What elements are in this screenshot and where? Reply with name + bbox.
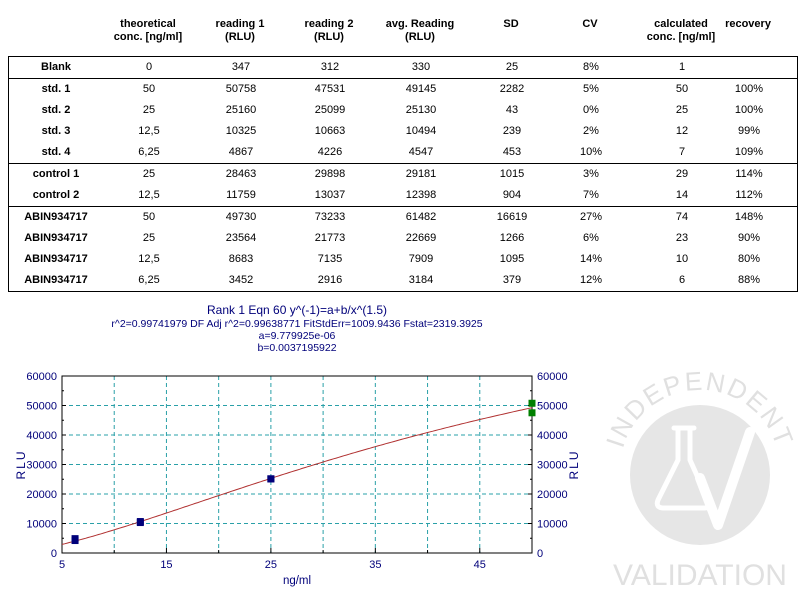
table-cell: 239 xyxy=(502,125,522,137)
watermark-bottom-text: VALIDATION xyxy=(613,559,787,592)
table-row xyxy=(9,164,797,185)
column-header: theoretical conc. [ng/ml] xyxy=(113,18,183,43)
y-tick-label-left: 30000 xyxy=(26,459,57,472)
data-point xyxy=(529,409,536,416)
row-label: std. 1 xyxy=(41,83,71,95)
watermark-top-text: INDEPENDENT xyxy=(600,365,800,451)
row-label: control 1 xyxy=(32,168,80,180)
table-cell: 2916 xyxy=(317,274,343,286)
row-label: control 2 xyxy=(32,189,80,201)
x-tick-label: 25 xyxy=(264,559,278,571)
table-cell: 23 xyxy=(675,232,689,244)
table-cell: 28463 xyxy=(225,168,257,180)
table-cell: 16619 xyxy=(496,211,528,223)
table-cell: 12,5 xyxy=(138,189,160,201)
table-row xyxy=(9,100,797,121)
table-cell: 14% xyxy=(579,253,603,265)
table-cell: 49145 xyxy=(405,83,437,95)
table-cell: 3452 xyxy=(228,274,254,286)
table-cell: 43 xyxy=(505,104,519,116)
table-cell: 50758 xyxy=(225,83,257,95)
table-row xyxy=(9,228,797,249)
table-cell: 11759 xyxy=(226,189,256,201)
row-label: ABIN934717 xyxy=(24,253,88,265)
table-cell: 10663 xyxy=(314,125,346,137)
y-tick-label-right: 20000 xyxy=(537,489,568,501)
table-cell: 25 xyxy=(142,168,156,180)
results-table xyxy=(8,8,798,292)
y-tick-label-left: 60000 xyxy=(26,371,57,383)
y-tick-label-right: 10000 xyxy=(537,518,568,531)
table-cell: 112% xyxy=(735,189,763,201)
y-axis-label-right: RLU xyxy=(567,449,581,480)
table-cell: 50 xyxy=(675,83,689,95)
table-cell: 25160 xyxy=(225,104,257,116)
table-cell: 99% xyxy=(737,125,761,137)
column-header: reading 2 (RLU) xyxy=(304,18,354,43)
table-cell: 25 xyxy=(505,61,519,73)
x-tick-label: 5 xyxy=(58,559,66,571)
data-point xyxy=(72,537,79,544)
table-cell: 904 xyxy=(502,189,522,201)
table-row xyxy=(9,142,797,163)
table-cell: 25 xyxy=(142,104,156,116)
table-cell: 1 xyxy=(678,61,686,73)
table-cell: 12,5 xyxy=(138,253,160,265)
column-header: avg. Reading (RLU) xyxy=(385,18,455,43)
chart-title-line: Rank 1 Eqn 60 y^(-1)=a+b/x^(1.5) xyxy=(206,303,388,317)
table-row xyxy=(9,185,797,206)
table-row xyxy=(9,270,797,291)
table-cell: 453 xyxy=(502,146,522,158)
table-cell: 4226 xyxy=(317,146,343,158)
table-cell: 12,5 xyxy=(138,125,160,137)
table-cell: 6,25 xyxy=(138,146,160,158)
table-cell: 12398 xyxy=(405,189,437,201)
row-label: std. 3 xyxy=(41,125,71,137)
table-cell: 330 xyxy=(411,61,431,73)
table-cell: 21773 xyxy=(314,232,346,244)
table-cell: 347 xyxy=(231,61,251,73)
y-tick-label-left: 40000 xyxy=(26,430,57,442)
table-cell: 29181 xyxy=(405,168,437,180)
y-tick-label-right: 60000 xyxy=(537,371,568,383)
table-cell: 88% xyxy=(737,274,761,286)
table-cell: 379 xyxy=(502,274,522,286)
table-cell: 47531 xyxy=(314,83,346,95)
table-cell: 1015 xyxy=(499,168,525,180)
table-cell: 7135 xyxy=(317,253,343,265)
table-cell: 4547 xyxy=(408,146,434,158)
data-point xyxy=(267,475,274,482)
independent-validation-watermark xyxy=(600,350,800,600)
table-cell: 23564 xyxy=(225,232,257,244)
table-row-group xyxy=(8,56,798,79)
column-header: SD xyxy=(503,18,519,30)
table-cell: 14 xyxy=(675,189,689,201)
table-cell: 10% xyxy=(579,146,603,158)
table-cell: 50 xyxy=(142,211,156,223)
table-row xyxy=(9,207,797,228)
table-cell: 7% xyxy=(583,189,599,201)
x-tick-label: 45 xyxy=(473,559,486,571)
table-cell: 7909 xyxy=(408,253,434,265)
table-cell: 6% xyxy=(583,232,599,244)
table-row xyxy=(9,79,797,100)
table-cell: 22669 xyxy=(405,232,437,244)
table-cell: 4867 xyxy=(228,146,254,158)
table-cell: 7 xyxy=(678,146,686,158)
data-point xyxy=(529,400,536,407)
table-cell: 1095 xyxy=(499,253,525,265)
y-tick-label-right: 30000 xyxy=(537,459,568,472)
table-row xyxy=(9,121,797,142)
table-cell: 12% xyxy=(579,274,603,286)
table-cell: 25 xyxy=(675,104,689,116)
table-cell: 74 xyxy=(675,211,689,223)
table-cell: 10 xyxy=(675,253,689,265)
table-cell: 8% xyxy=(583,61,599,73)
row-label: std. 2 xyxy=(41,104,71,116)
table-cell: 100% xyxy=(734,104,764,116)
table-cell: 3184 xyxy=(408,274,434,286)
table-row xyxy=(9,57,797,78)
table-cell: 109% xyxy=(734,146,764,158)
table-cell: 6 xyxy=(678,274,686,286)
table-body xyxy=(8,56,798,292)
chart-title-line: r^2=0.99741979 DF Adj r^2=0.99638771 FitStdErr=1009.9436 Fstat=2319.3925 xyxy=(111,318,483,330)
table-cell: 148% xyxy=(734,211,764,223)
data-point xyxy=(137,518,144,525)
table-cell: 3% xyxy=(583,168,599,180)
standard-curve-chart xyxy=(0,300,600,605)
y-tick-label-left: 10000 xyxy=(26,518,57,531)
table-cell: 6,25 xyxy=(138,274,160,286)
table-cell: 10494 xyxy=(405,125,437,137)
table-cell: 0% xyxy=(583,104,599,116)
column-header: reading 1 (RLU) xyxy=(215,18,265,43)
row-label: ABIN934717 xyxy=(24,232,88,244)
table-row-group xyxy=(8,79,798,164)
column-header: CV xyxy=(582,18,598,30)
y-tick-label-left: 20000 xyxy=(26,489,57,501)
table-cell: 2282 xyxy=(499,83,525,95)
table-cell: 114% xyxy=(735,168,763,180)
x-axis-label: ng/ml xyxy=(282,575,312,587)
table-row-group xyxy=(8,164,798,207)
column-header: recovery xyxy=(725,18,771,30)
table-cell: 5% xyxy=(583,83,599,95)
table-cell: 312 xyxy=(320,61,340,73)
table-cell: 49730 xyxy=(225,211,257,223)
table-cell: 10325 xyxy=(225,125,257,137)
row-label: ABIN934717 xyxy=(24,211,88,223)
y-axis-label-left: RLU xyxy=(14,449,28,480)
y-tick-label-left: 50000 xyxy=(26,400,57,413)
table-cell: 50 xyxy=(142,83,156,95)
table-header xyxy=(8,8,798,56)
table-cell: 25130 xyxy=(405,104,437,116)
table-row-group xyxy=(8,207,798,292)
table-cell: 2% xyxy=(583,125,599,137)
table-cell: 100% xyxy=(734,83,764,95)
chart-title-line: a=9.779925e-06 xyxy=(258,330,336,342)
y-tick-label-right: 40000 xyxy=(537,430,568,442)
y-tick-label-right: 50000 xyxy=(537,400,568,413)
row-label: ABIN934717 xyxy=(24,274,88,286)
table-cell: 73233 xyxy=(314,211,346,223)
table-row xyxy=(9,249,797,270)
x-tick-label: 35 xyxy=(369,559,382,571)
table-cell: 27% xyxy=(579,211,603,223)
table-cell: 29 xyxy=(675,168,689,180)
table-cell: 1266 xyxy=(499,232,525,244)
table-cell: 0 xyxy=(145,61,153,73)
column-header: calculated conc. [ng/ml] xyxy=(646,18,716,43)
table-cell: 25099 xyxy=(314,104,346,116)
chart-title-line: b=0.0037195922 xyxy=(257,342,337,354)
table-cell: 25 xyxy=(142,232,156,244)
table-cell: 12 xyxy=(675,125,689,137)
table-cell: 80% xyxy=(737,253,761,265)
row-label: std. 4 xyxy=(41,146,71,158)
x-tick-label: 15 xyxy=(160,559,173,571)
row-label: Blank xyxy=(41,61,71,73)
table-cell: 90% xyxy=(737,232,761,244)
table-cell: 29898 xyxy=(314,168,346,180)
table-cell: 13037 xyxy=(314,189,346,201)
table-cell: 8683 xyxy=(228,253,254,265)
table-cell: 61482 xyxy=(405,211,437,223)
y-tick-label-right: 0 xyxy=(537,548,544,560)
y-tick-label-left: 0 xyxy=(50,548,57,560)
